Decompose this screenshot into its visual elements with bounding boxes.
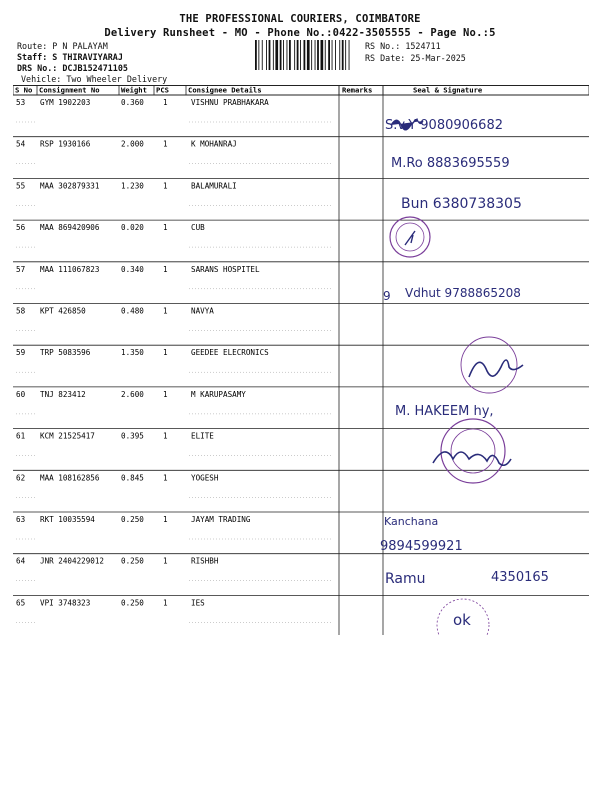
staff-label: Staff: S THIRAVIYARAJ — [17, 52, 123, 62]
cell-consignment-no: MAA 302879331 — [40, 181, 100, 191]
cell-weight: 2.000 — [121, 139, 144, 149]
cell-pcs: 1 — [163, 98, 168, 107]
barcode-bar — [311, 40, 312, 70]
cell-consignment-no: JNR 2404229012 — [40, 556, 105, 566]
cell-sno: 65 — [16, 598, 26, 608]
cell-sno: 53 — [16, 98, 26, 107]
rs-date: RS Date: 25-Mar-2025 — [365, 53, 466, 63]
barcode-bar — [349, 40, 350, 70]
cell-sno: 59 — [16, 348, 26, 358]
cell-sno: 55 — [16, 181, 26, 191]
barcode-bar — [304, 40, 306, 70]
cell-weight: 0.845 — [121, 473, 144, 483]
cell-pcs: 1 — [163, 264, 168, 274]
cell-sno: 60 — [16, 389, 26, 399]
barcode — [255, 40, 353, 70]
barcode-bar — [255, 40, 257, 70]
cell-consignee: YOGESH — [191, 473, 219, 483]
cell-pcs: 1 — [163, 139, 168, 149]
cell-consignee: IES — [191, 598, 205, 608]
column-header: Remarks — [342, 85, 373, 95]
cell-weight: 0.360 — [121, 98, 144, 107]
barcode-bar — [328, 40, 330, 70]
column-header: PCS — [156, 85, 169, 95]
cell-weight: 0.250 — [121, 556, 144, 566]
cell-pcs: 1 — [163, 306, 168, 316]
barcode-bar — [280, 40, 282, 70]
cell-consignment-no: TRP 5083596 — [40, 348, 91, 358]
handwritten-63b: 9894599921 — [380, 539, 463, 554]
cell-consignment-no: KCM 21525417 — [40, 431, 95, 441]
table-body — [16, 98, 269, 607]
cell-weight: 0.480 — [121, 306, 144, 316]
cell-consignee: SARANS HOSPITEL — [191, 264, 260, 274]
signatures-layer — [380, 118, 549, 635]
cell-weight: 1.350 — [121, 348, 144, 358]
vehicle-label: Vehicle: Two Wheeler Delivery — [21, 74, 168, 84]
cell-weight: 0.020 — [121, 223, 144, 233]
cell-pcs: 1 — [163, 181, 168, 191]
handwritten-54: M.Ro 8883695559 — [391, 156, 510, 171]
cell-pcs: 1 — [163, 598, 168, 608]
cell-weight: 0.250 — [121, 598, 144, 608]
column-header: S No — [15, 85, 33, 95]
barcode-bar — [315, 40, 316, 70]
handwritten-64b: 4350165 — [491, 570, 549, 585]
barcode-bar — [307, 40, 310, 70]
barcode-bar — [289, 40, 291, 70]
barcode-bar — [325, 40, 326, 70]
company-title: THE PROFESSIONAL COURIERS, COIMBATORE — [179, 13, 421, 25]
cell-sno: 58 — [16, 306, 26, 316]
cell-sno: 54 — [16, 139, 26, 149]
cell-consignee: RISHBH — [191, 556, 219, 566]
cell-pcs: 1 — [163, 515, 168, 524]
cell-consignee: K MOHANRAJ — [191, 139, 237, 149]
cell-consignment-no: RSP 1930166 — [40, 139, 91, 149]
cell-consignment-no: KPT 426850 — [40, 306, 86, 316]
handwritten-53: S.v.Y 9080906682 — [385, 118, 503, 133]
cell-pcs: 1 — [163, 556, 168, 566]
barcode-bar — [294, 40, 295, 70]
cell-consignee: CUB — [191, 223, 205, 233]
cell-weight: 0.395 — [121, 431, 144, 441]
barcode-bar — [339, 40, 340, 70]
cell-pcs: 1 — [163, 473, 168, 483]
cell-consignment-no: MAA 108162856 — [40, 473, 100, 483]
cell-consignee: NAVYA — [191, 306, 214, 316]
cell-pcs: 1 — [163, 348, 168, 358]
cell-consignment-no: RKT 10035594 — [40, 515, 95, 524]
cell-pcs: 1 — [163, 223, 168, 233]
handwritten-55: Bun 6380738305 — [401, 196, 522, 212]
cell-consignee: GEEDEE ELECRONICS — [191, 348, 269, 358]
stamp-61-inner — [451, 429, 495, 473]
barcode-bar — [262, 40, 263, 70]
barcode-bar — [335, 40, 336, 70]
barcode-bar — [273, 40, 274, 70]
table-header — [15, 86, 483, 95]
barcode-bar — [297, 40, 299, 70]
signature-56 — [405, 231, 415, 245]
handwritten-65: ok — [453, 611, 471, 629]
runsheet-table — [13, 85, 589, 635]
barcode-bar — [258, 40, 259, 70]
barcode-bar — [342, 40, 344, 70]
handwritten-58: Vdhut 9788865208 — [405, 286, 521, 300]
cell-consignment-no: MAA 111067823 — [40, 264, 100, 274]
column-header: Consignee Details — [188, 85, 262, 95]
barcode-bar — [269, 40, 271, 70]
runsheet-title: Delivery Runsheet - MO - Phone No.:0422-3505555 - Page No.:5 — [104, 27, 496, 39]
cell-consignment-no: MAA 869420906 — [40, 223, 100, 233]
barcode-bar — [275, 40, 278, 70]
barcode-bar — [300, 40, 301, 70]
handwritten-64a: Ramu — [385, 571, 426, 587]
column-header: Seal & Signature — [413, 85, 483, 95]
cell-weight: 0.340 — [121, 264, 144, 274]
barcode-bar — [287, 40, 288, 70]
cell-consignee: VISHNU PRABHAKARA — [191, 98, 269, 107]
cell-weight: 0.250 — [121, 515, 144, 524]
column-header: Weight — [121, 85, 147, 95]
cell-sno: 57 — [16, 264, 26, 274]
handwritten-57: 9 — [383, 289, 391, 303]
column-header: Consignment No — [39, 85, 100, 95]
cell-sno: 63 — [16, 515, 26, 524]
rs-number: RS No.: 1524711 — [365, 41, 441, 51]
cell-consignment-no: GYM 1902203 — [40, 98, 91, 107]
cell-consignee: JAYAM TRADING — [191, 515, 251, 524]
barcode-bar — [345, 40, 346, 70]
cell-pcs: 1 — [163, 431, 168, 441]
handwritten-63a: Kanchana — [384, 515, 439, 528]
barcode-bar — [317, 40, 319, 70]
cell-weight: 1.230 — [121, 181, 144, 191]
barcode-bar — [283, 40, 284, 70]
cell-sno: 61 — [16, 431, 26, 441]
signature-61 — [433, 452, 511, 465]
barcode-bar — [266, 40, 267, 70]
drs-number: DRS No.: DCJB152471105 — [17, 63, 128, 73]
cell-consignment-no: VPI 3748323 — [40, 598, 91, 608]
cell-sno: 56 — [16, 223, 26, 233]
barcode-bar — [332, 40, 333, 70]
barcode-bar — [321, 40, 324, 70]
cell-sno: 62 — [16, 473, 26, 483]
cell-sno: 64 — [16, 556, 26, 566]
handwritten-60: M. HAKEEM hy, — [395, 404, 494, 419]
cell-pcs: 1 — [163, 389, 168, 399]
cell-consignee: M KARUPASAMY — [191, 389, 246, 399]
cell-consignee: BALAMURALI — [191, 181, 237, 191]
cell-consignee: ELITE — [191, 431, 214, 441]
cell-consignment-no: TNJ 823412 — [40, 389, 86, 399]
route-label: Route: P N PALAYAM — [17, 41, 108, 51]
cell-weight: 2.600 — [121, 389, 144, 399]
